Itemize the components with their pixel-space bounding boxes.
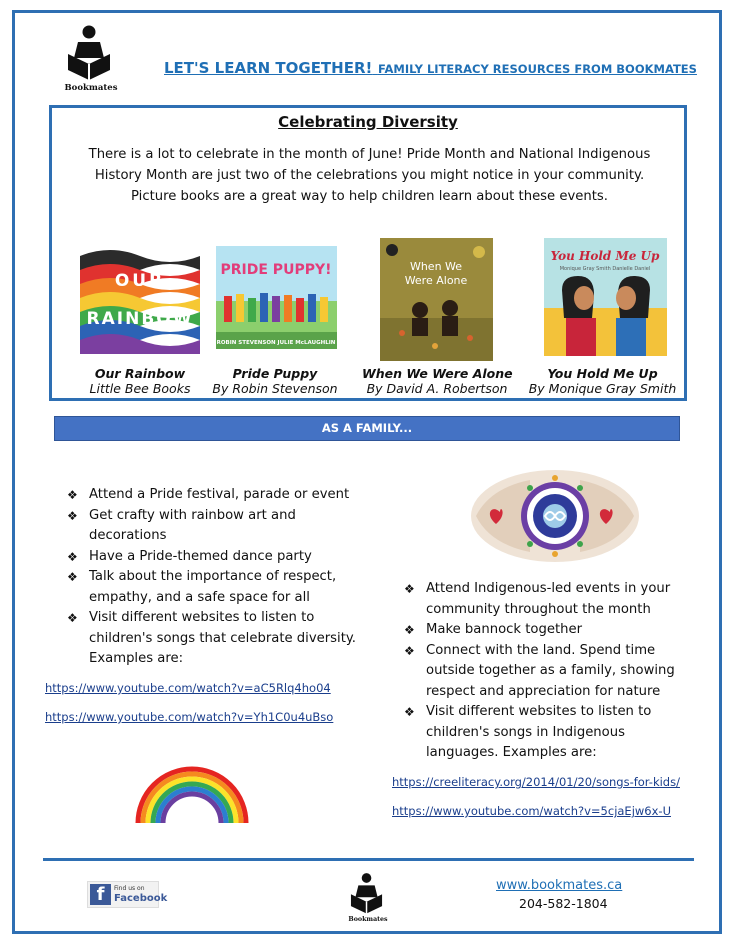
facebook-small-text: Find us on — [114, 885, 145, 892]
as-a-family-banner: AS A FAMILY... — [54, 416, 680, 441]
svg-text:Bookmates: Bookmates — [64, 83, 118, 93]
svg-text:Monique Gray Smith Danielle D: Monique Gray Smith Danielle Daniel — [559, 266, 651, 272]
beaded-infinity-image — [470, 468, 640, 564]
svg-text:When We: When We — [409, 260, 463, 273]
book-caption-when-we-were-alone — [362, 366, 512, 396]
list-item: ❖ Talk about the importance of respect, empathy, and a safe space for all — [67, 569, 337, 605]
book-author: Little Bee Books — [89, 381, 191, 396]
list-item: ❖ Connect with the land. Spend time outside together as a family, showing respect and appreciation for nature — [404, 642, 675, 699]
pride-activities-list — [67, 485, 372, 670]
list-item: ❖ Have a Pride-themed dance party — [67, 547, 372, 568]
youtube-link-1[interactable]: https://www.youtube.com/watch?v=aC5Rlq4ho04 — [45, 681, 331, 695]
list-item: ❖ Visit different websites to listen to children's songs in Indigenous languages. Examples are: — [404, 704, 652, 760]
svg-text:RAINBOW: RAINBOW — [86, 309, 194, 329]
youtube-link-2[interactable]: https://www.youtube.com/watch?v=Yh1C0u4uBso — [45, 710, 334, 724]
website-link[interactable]: www.bookmates.ca — [496, 878, 623, 893]
list-item: ❖ Make bannock together — [404, 620, 694, 641]
book-caption-our-rainbow — [75, 366, 205, 396]
diamond-bullet-icon: ❖ — [67, 508, 78, 523]
book-title: Our Rainbow — [94, 366, 186, 381]
diamond-bullet-icon: ❖ — [404, 705, 415, 719]
svg-text:Were Alone: Were Alone — [404, 274, 468, 287]
book-author: By David A. Robertson — [366, 381, 508, 396]
section-title: Celebrating Diversity — [278, 113, 458, 131]
diamond-bullet-icon: ❖ — [404, 623, 415, 637]
book-author: By Monique Gray Smith — [528, 381, 677, 396]
diamond-bullet-icon: ❖ — [404, 582, 415, 596]
book-cover-you-hold-me-up — [544, 238, 667, 356]
diamond-bullet-icon: ❖ — [67, 570, 78, 584]
book-caption-pride-puppy — [205, 366, 345, 396]
book-title: You Hold Me Up — [547, 366, 658, 381]
section-intro: There is a lot to celebrate in the month of June! Pride Month and National Indigenous History Month are just two of the celebrations you might notice in your community. Picture books are a great way to help children learn about these events. — [88, 147, 651, 204]
footer-divider — [43, 858, 694, 861]
diamond-bullet-icon: ❖ — [404, 643, 415, 658]
header-title-main: LET'S LEARN TOGETHER! — [164, 59, 373, 77]
book-cover-when-we-were-alone — [380, 238, 493, 361]
list-item: ❖ Visit different websites to listen to children's songs that celebrate diversity. Examples are: — [67, 610, 356, 666]
list-item: ❖ Attend Indigenous-led events in your community throughout the month — [404, 581, 671, 617]
book-caption-you-hold-me-up — [525, 366, 680, 396]
bookmates-logo-icon — [64, 24, 118, 94]
header-title-sub: FAMILY LITERACY RESOURCES FROM BOOKMATES — [377, 62, 697, 76]
list-item: ❖ Attend a Pride festival, parade or event — [67, 485, 372, 506]
book-cover-pride-puppy — [216, 246, 337, 349]
book-title: When We Were Alone — [362, 366, 513, 381]
svg-text:You Hold Me Up: You Hold Me Up — [550, 249, 660, 263]
diamond-bullet-icon: ❖ — [67, 488, 78, 502]
indigenous-activities-list — [404, 579, 694, 764]
list-item: ❖ Get crafty with rainbow art and decorations — [67, 507, 296, 543]
book-author: By Robin Stevenson — [212, 381, 338, 396]
bookmates-footer-logo-icon — [348, 872, 388, 924]
svg-text:Bookmates: Bookmates — [348, 915, 388, 923]
facebook-badge[interactable] — [87, 881, 168, 908]
facebook-icon: f — [90, 884, 111, 905]
book-title: Pride Puppy — [232, 366, 318, 381]
book-cover-our-rainbow — [80, 248, 200, 354]
svg-text:ROBIN STEVENSON JULIE McLAUG: ROBIN STEVENSON JULIE McLAUGHLIN — [216, 340, 336, 346]
svg-text:PRIDE PUPPY!: PRIDE PUPPY! — [220, 262, 332, 278]
phone-number: 204-582-1804 — [519, 896, 608, 911]
facebook-label: Facebook — [114, 893, 168, 904]
creeliteracy-link[interactable]: https://creeliteracy.org/2014/01/20/songs-for-kids/ — [392, 775, 680, 789]
svg-text:OUR: OUR — [114, 271, 166, 291]
rainbow-image — [134, 763, 250, 823]
diamond-bullet-icon: ❖ — [67, 549, 78, 564]
page-header-title — [164, 58, 697, 77]
diamond-bullet-icon: ❖ — [67, 611, 78, 625]
youtube-link-3[interactable]: https://www.youtube.com/watch?v=5cjaEjw6x-U — [392, 804, 671, 818]
